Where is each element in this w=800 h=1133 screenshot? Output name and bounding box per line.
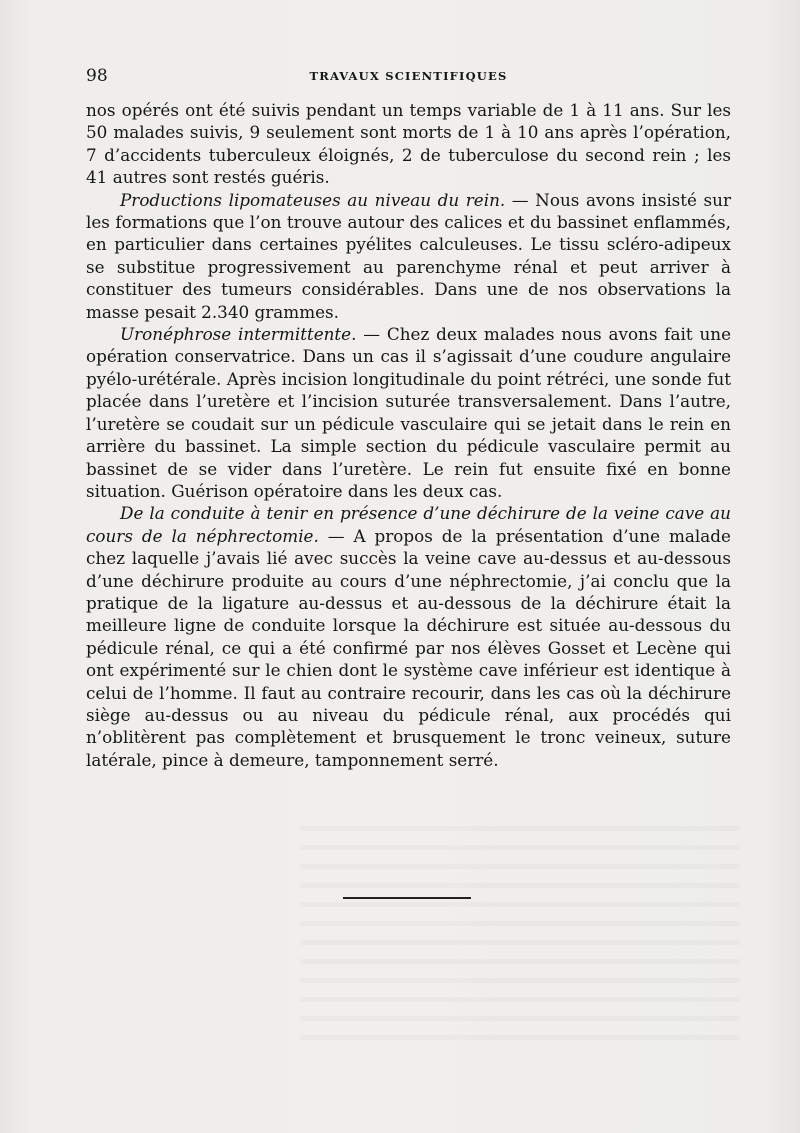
section-end-rule [343, 897, 471, 899]
paragraph-text: — Nous avons insisté sur les formations que l’on trouve autour des calices et du bassinet enflammés, en particulier dans certaines pyélites calculeuses. Le tissu scléro-adipeux se substitue progressivement au parenchyme rénal et peut arriver à constituer des tumeurs considérables. Dans une de nos observations la masse pesait 2.340 grammes. [86, 189, 731, 322]
running-title: TRAVAUX SCIENTIFIQUES [309, 69, 508, 83]
paragraph-heading: Uronéphrose intermittente. [120, 324, 357, 345]
paragraph-text: — A propos de la présentation d’une malade chez laquelle j’avais lié avec succès la veine cave au-dessus et au-dessous d’une déchirure produite au cours d’une néphrectomie, j’ai conclu que la pratique de la ligature au-dessus et au-dessous de la déchirure était la meilleure ligne de conduite lorsque la déchirure est située au-dessous du pédicule rénal, ce qui a été confirmé par nos élèves Gosset et Lecène qui ont expérimenté sur le chien dont le système cave inférieur est identique à celui de l’homme. Il faut au contraire recourir, dans les cas où la déchirure siège au-dessus ou au niveau du pédicule rénal, aux procédés qui n’oblitèrent pas complètement et brusquement le tronc veineux, suture latérale, pince à demeure, tamponnement serré. [86, 525, 731, 770]
reverse-side-show-through [300, 812, 740, 1042]
page-header [86, 66, 731, 90]
paragraph-uronephrose [86, 323, 731, 502]
paragraph-continuation [86, 99, 731, 189]
paragraph-veine-cave [86, 502, 731, 771]
paragraph-text: nos opérés ont été suivis pendant un temps variable de 1 à 11 ans. Sur les 50 malades suivis, 9 seulement sont morts de 1 à 10 ans après l’opération, 7 d’accidents tuberculeux éloignés, 2 de tuberculose du second rein ; les 41 autres sont restés guéris. [86, 100, 731, 188]
paragraph-productions-lipomateuses [86, 189, 731, 323]
paragraph-text: — Chez deux malades nous avons fait une opération conservatrice. Dans un cas il s’agissait d’une coudure angulaire pyélo-urétérale. Après incision longitudinale du point rétréci, une sonde fut placée dans l’uretère et l’incision suturée transversalement. Dans l’autre, l’uretère se coudait sur un pédicule vasculaire qui se jetait dans le rein en arrière du bassinet. La simple section du pédicule vasculaire permit au bassinet de se vider dans l’uretère. Le rein fut ensuite fixé en bonne situation. Guérison opératoire dans les deux cas. [86, 324, 732, 501]
page-number: 98 [86, 66, 108, 86]
body-text [86, 99, 731, 771]
paragraph-heading: De la conduite à tenir en présence d’une déchirure de la veine cave au cours de la néphrectomie. [86, 503, 731, 546]
paragraph-heading: Productions lipomateuses au niveau du rein. [120, 189, 506, 210]
